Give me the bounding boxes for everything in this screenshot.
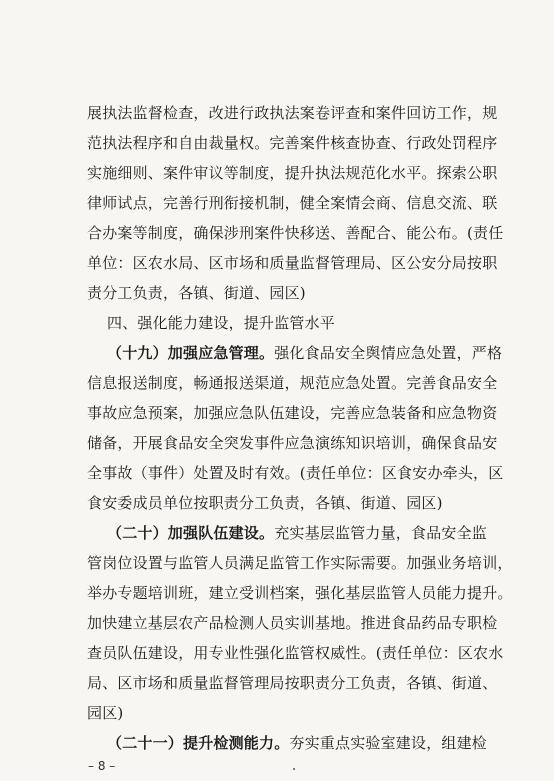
item-19-text: 强化食品安全舆情应急处置，严格 [274, 344, 503, 362]
paragraph-line: 责分工负责，各镇、街道、园区) [87, 284, 306, 302]
paragraph-line: 园区) [87, 704, 124, 722]
item-20-first-line [107, 523, 507, 543]
scan-speck [293, 768, 295, 770]
paragraph-line: 管岗位设置与监管人员满足监管工作实际需要。加强业务培训， [87, 554, 513, 572]
item-21-text: 夯实重点实验室建设，组建检 [289, 734, 488, 752]
paragraph-line: 单位：区农水局、区市场和质量监督管理局、区公安分局按职 [87, 254, 498, 272]
paragraph-line: 食安委成员单位按职责分工负责，各镇、街道、园区) [87, 494, 443, 512]
paragraph-line: 律师试点，完善行刑衔接机制，健全案情会商、信息交流、联 [87, 194, 498, 212]
paragraph-line: 合办案等制度，确保涉刑案件快移送、善配合、能公布。(责任 [87, 224, 504, 242]
paragraph-line: 展执法监督检查，改进行政执法案卷评查和案件回访工作，规 [87, 104, 498, 122]
paragraph-line: 举办专题培训班，建立受训档案，强化基层监管人员能力提升。 [87, 584, 513, 602]
paragraph-line: 加快建立基层农产品检测人员实训基地。推进食品药品专职检 [87, 614, 498, 632]
paragraph-line: 局、区市场和质量监督管理局按职责分工负责，各镇、街道、 [87, 674, 498, 692]
item-21-first-line [107, 733, 507, 753]
section-heading: 四、强化能力建设，提升监管水平 [107, 314, 336, 332]
page-number: – 8 – [88, 759, 116, 773]
item-19-first-line [107, 343, 507, 363]
item-19-title: （十九）加强应急管理。 [107, 344, 275, 362]
paragraph-line: 实施细则、案件审议等制度，提升执法规范化水平。探索公职 [87, 164, 498, 182]
paragraph-line: 全事故（事件）处置及时有效。(责任单位：区食安办牵头，区 [87, 464, 504, 482]
paragraph-line: 范执法程序和自由裁量权。完善案件核查协查、行政处罚程序 [87, 134, 498, 152]
item-20-title: （二十）加强队伍建设。 [107, 524, 275, 542]
item-20-text: 充实基层监管力量，食品安全监 [274, 524, 488, 542]
item-21-title: （二十一）提升检测能力。 [107, 734, 290, 752]
paragraph-line: 事故应急预案，加强应急队伍建设，完善应急装备和应急物资 [87, 404, 498, 422]
paragraph-line: 查员队伍建设，用专业性强化监管权威性。(责任单位：区农水 [87, 644, 504, 662]
paragraph-line: 储备，开展食品安全突发事件应急演练知识培训，确保食品安 [87, 434, 498, 452]
paragraph-line: 信息报送制度，畅通报送渠道，规范应急处置。完善食品安全 [87, 374, 498, 392]
